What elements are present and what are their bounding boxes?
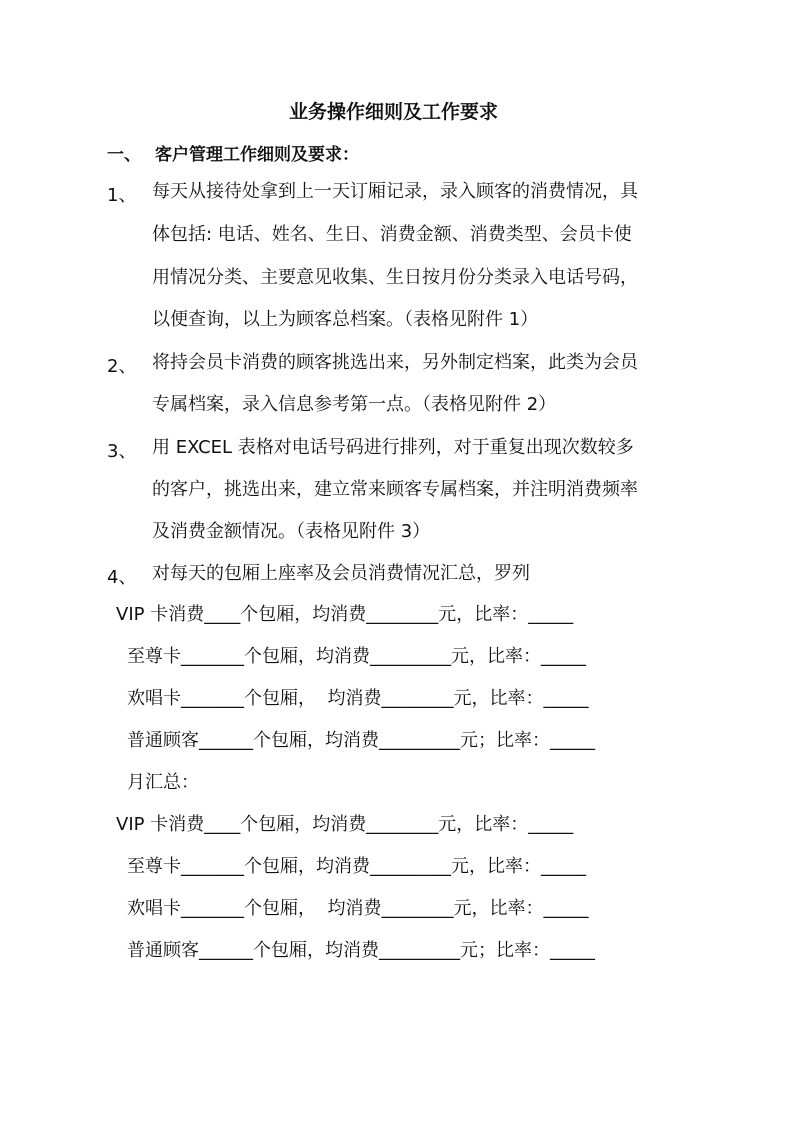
summary-line-vip: VIP 卡消费____个包厢，均消费________元，比率：_____ [116, 814, 574, 835]
item-number: 1、 [107, 185, 137, 206]
summary-line-regular: 普通顾客______个包厢，均消费_________元；比率：_____ [127, 940, 595, 961]
monthly-summary-label: 月汇总： [127, 772, 199, 793]
item-number: 2、 [107, 356, 137, 377]
section-heading: 客户管理工作细则及要求： [155, 145, 359, 165]
summary-line-supreme: 至尊卡_______个包厢，均消费_________元，比率：_____ [127, 646, 586, 667]
section-marker: 一、 [107, 145, 141, 165]
summary-line-supreme: 至尊卡_______个包厢，均消费_________元，比率：_____ [127, 856, 586, 877]
item-line: 将持会员卡消费的顾客挑选出来，另外制定档案，此类为会员 [152, 352, 638, 373]
item-number: 4、 [107, 567, 137, 588]
summary-line-vip: VIP 卡消费____个包厢，均消费________元，比率：_____ [116, 604, 574, 625]
page-title: 业务操作细则及工作要求 [289, 101, 499, 123]
item-number: 3、 [107, 441, 137, 462]
item-line: 以便查询，以上为顾客总档案。（表格见附件 1） [152, 309, 539, 330]
summary-line-regular: 普通顾客______个包厢，均消费_________元；比率：_____ [127, 730, 595, 751]
summary-line-sing: 欢唱卡_______个包厢， 均消费________元，比率：_____ [127, 898, 589, 919]
item-line: 专属档案，录入信息参考第一点。（表格见附件 2） [152, 394, 557, 415]
item-line: 用 EXCEL 表格对电话号码进行排列，对于重复出现次数较多 [152, 437, 634, 458]
item-line: 对每天的包厢上座率及会员消费情况汇总，罗列 [152, 563, 530, 584]
item-line: 的客户，挑选出来，建立常来顾客专属档案，并注明消费频率 [152, 479, 638, 500]
item-line: 每天从接待处拿到上一天订厢记录，录入顾客的消费情况，具 [152, 181, 638, 202]
item-line: 用情况分类、主要意见收集、生日按月份分类录入电话号码， [152, 267, 638, 288]
summary-line-sing: 欢唱卡_______个包厢， 均消费________元，比率：_____ [127, 688, 589, 709]
item-line: 及消费金额情况。（表格见附件 3） [152, 521, 431, 542]
item-line: 体包括: 电话、姓名、生日、消费金额、消费类型、会员卡使 [152, 224, 632, 245]
